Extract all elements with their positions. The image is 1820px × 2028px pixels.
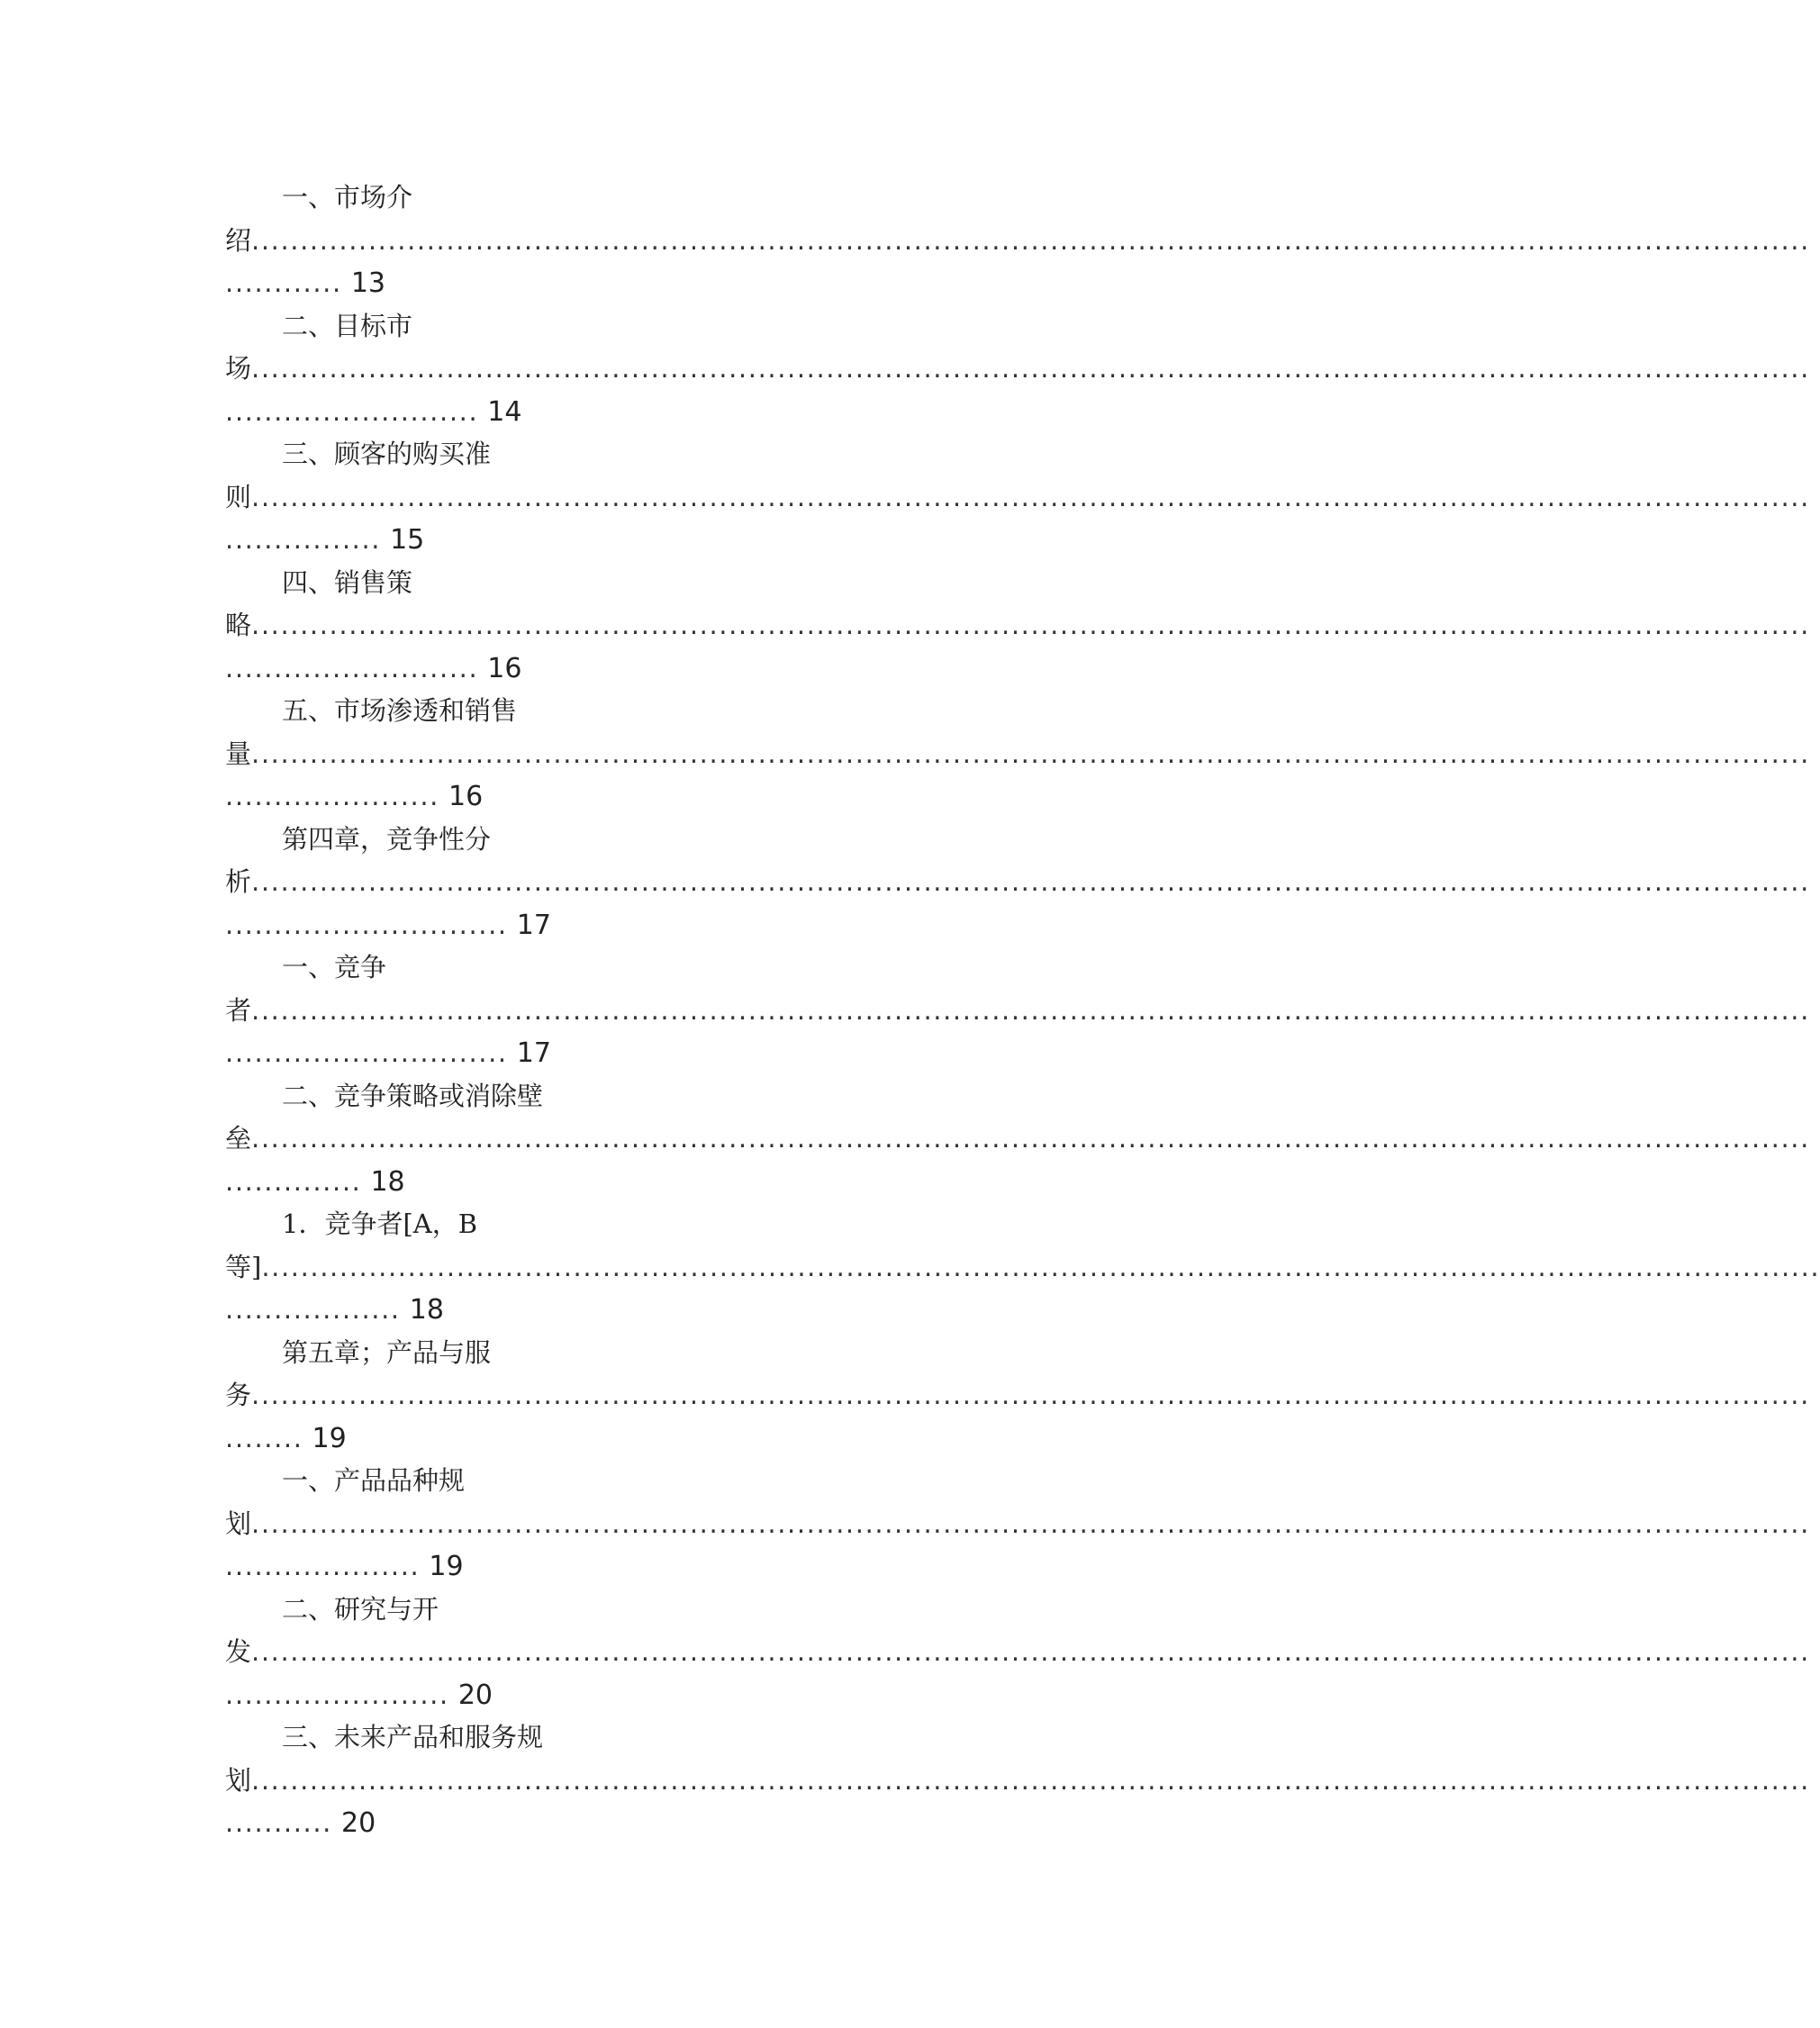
dot-leader: ........... [225,1807,333,1838]
dot-leader: .................... [225,1551,421,1581]
toc-entry-continuation [225,733,1810,776]
toc-entry-title: 一、产品品种规 [282,1465,466,1496]
toc-entry-page-line [225,1545,1225,1589]
toc-entry[interactable] [225,1716,1810,1845]
page-number: 13 [350,267,386,299]
dot-leader: .......................... [225,652,479,684]
toc-entry-title-continuation: 绍 [225,224,252,256]
toc-entry-title: 二、研究与开 [282,1593,439,1625]
dot-leader: ................................................................................................................................................................ [251,353,1810,384]
page-number: 16 [487,652,522,684]
page-number: 14 [487,395,522,428]
toc-entry-title-continuation: 场 [225,353,252,384]
toc-entry-continuation [225,1374,1810,1417]
toc-entry-title-continuation: 则 [225,481,252,512]
toc-entry[interactable] [225,819,1810,947]
toc-entry-page-line [225,775,1225,819]
page-number: 17 [516,909,551,941]
dot-leader: ................ [225,524,382,555]
toc-entry[interactable] [225,946,1810,1075]
toc-entry-page-line [225,1802,1225,1845]
toc-entry-page-line [225,1674,1225,1717]
toc-entry-page-line [225,1289,1225,1332]
toc-entry-title: 三、未来产品和服务规 [282,1722,544,1752]
table-of-contents [225,177,1820,1845]
page-number: 17 [516,1037,551,1069]
toc-entry-page-line [225,391,1225,434]
toc-entry[interactable] [225,1332,1810,1461]
toc-entry-continuation [225,1118,1810,1161]
toc-entry-continuation [225,861,1810,904]
page-number: 19 [429,1551,464,1582]
toc-entry-title-continuation: 发 [225,1636,252,1667]
toc-entry-title-continuation: 量 [225,738,252,769]
toc-entry-title-continuation: 划 [225,1764,252,1796]
dot-leader: ............................. [225,909,508,940]
toc-entry-continuation [225,348,1810,391]
toc-entry-title-continuation: 垒 [225,1123,252,1154]
toc-entry-title-continuation: 略 [225,610,252,640]
toc-entry-continuation [225,1760,1810,1803]
toc-entry[interactable] [225,562,1810,691]
page-number: 20 [457,1679,493,1711]
toc-entry-page-line [225,519,1225,562]
dot-leader: .......................... [225,395,479,427]
toc-entry-page-line [225,1417,1225,1461]
toc-entry-title-continuation: 析 [225,866,252,897]
toc-entry[interactable] [225,690,1810,819]
dot-leader: ...................... [225,781,440,811]
dot-leader: ................................................................................................................................................................ [251,224,1810,256]
dot-leader: ................................................................................................................................................................ [261,1251,1820,1282]
page-number: 16 [448,781,484,812]
toc-entry[interactable] [225,1203,1820,1332]
dot-leader: ................................................................................................................................................................ [251,866,1810,897]
dot-leader: ................................................................................................................................................................ [251,1123,1810,1154]
toc-entry-title: 1．竞争者[A，B [282,1209,478,1239]
toc-entry-continuation [225,604,1810,647]
toc-entry-title: 五、市场渗透和销售 [282,695,518,726]
toc-entry[interactable] [225,1075,1810,1204]
toc-entry-continuation [225,220,1810,263]
dot-leader: .............. [225,1165,362,1197]
toc-entry[interactable] [225,433,1810,562]
dot-leader: ................................................................................................................................................................ [251,610,1810,640]
dot-leader: ................................................................................................................................................................ [251,738,1810,769]
toc-entry-title: 第五章；产品与服 [282,1336,492,1368]
toc-entry-title: 三、顾客的购买准 [282,439,492,469]
dot-leader: ................................................................................................................................................................ [251,1380,1810,1410]
toc-entry-continuation [225,1246,1820,1290]
toc-entry[interactable] [225,177,1810,305]
dot-leader: ............ [225,267,342,298]
toc-entry-page-line [225,262,1225,305]
dot-leader: ................................................................................................................................................................ [251,1764,1810,1796]
dot-leader: ................................................................................................................................................................ [251,994,1810,1026]
page-number: 18 [370,1165,405,1198]
toc-entry-continuation [225,990,1810,1033]
dot-leader: ................................................................................................................................................................ [251,1636,1810,1667]
toc-entry-page-line [225,647,1225,691]
toc-entry-page-line [225,1032,1225,1075]
toc-entry[interactable] [225,305,1810,434]
toc-entry-page-line [225,904,1225,947]
toc-entry-continuation [225,476,1810,520]
toc-entry-title: 二、目标市 [282,310,413,341]
dot-leader: ........ [225,1422,303,1453]
toc-entry-title-continuation: 划 [225,1507,252,1539]
toc-entry-title: 一、市场介 [282,182,413,213]
toc-entry[interactable] [225,1460,1810,1589]
toc-entry-title: 第四章，竞争性分 [282,823,492,855]
page-number: 20 [341,1807,376,1839]
dot-leader: ............................. [225,1037,508,1068]
toc-entry-title-continuation: 者 [225,994,252,1026]
page-number: 19 [312,1422,347,1454]
toc-entry-continuation [225,1631,1810,1674]
dot-leader: ................................................................................................................................................................ [251,1507,1810,1539]
page-number: 15 [390,524,425,556]
toc-entry-continuation [225,1503,1810,1546]
dot-leader: ....................... [225,1679,449,1710]
dot-leader: ................................................................................................................................................................ [251,481,1810,512]
toc-entry-title: 二、竞争策略或消除壁 [282,1080,544,1111]
dot-leader: .................. [225,1294,401,1325]
toc-entry-title: 一、竞争 [282,952,387,982]
toc-entry-page-line [225,1161,1225,1204]
toc-entry-title-continuation: 务 [225,1380,252,1410]
toc-entry-title-continuation: 等] [225,1251,262,1282]
page-number: 18 [409,1294,444,1326]
toc-entry-title: 四、销售策 [282,566,413,598]
toc-entry[interactable] [225,1589,1810,1717]
